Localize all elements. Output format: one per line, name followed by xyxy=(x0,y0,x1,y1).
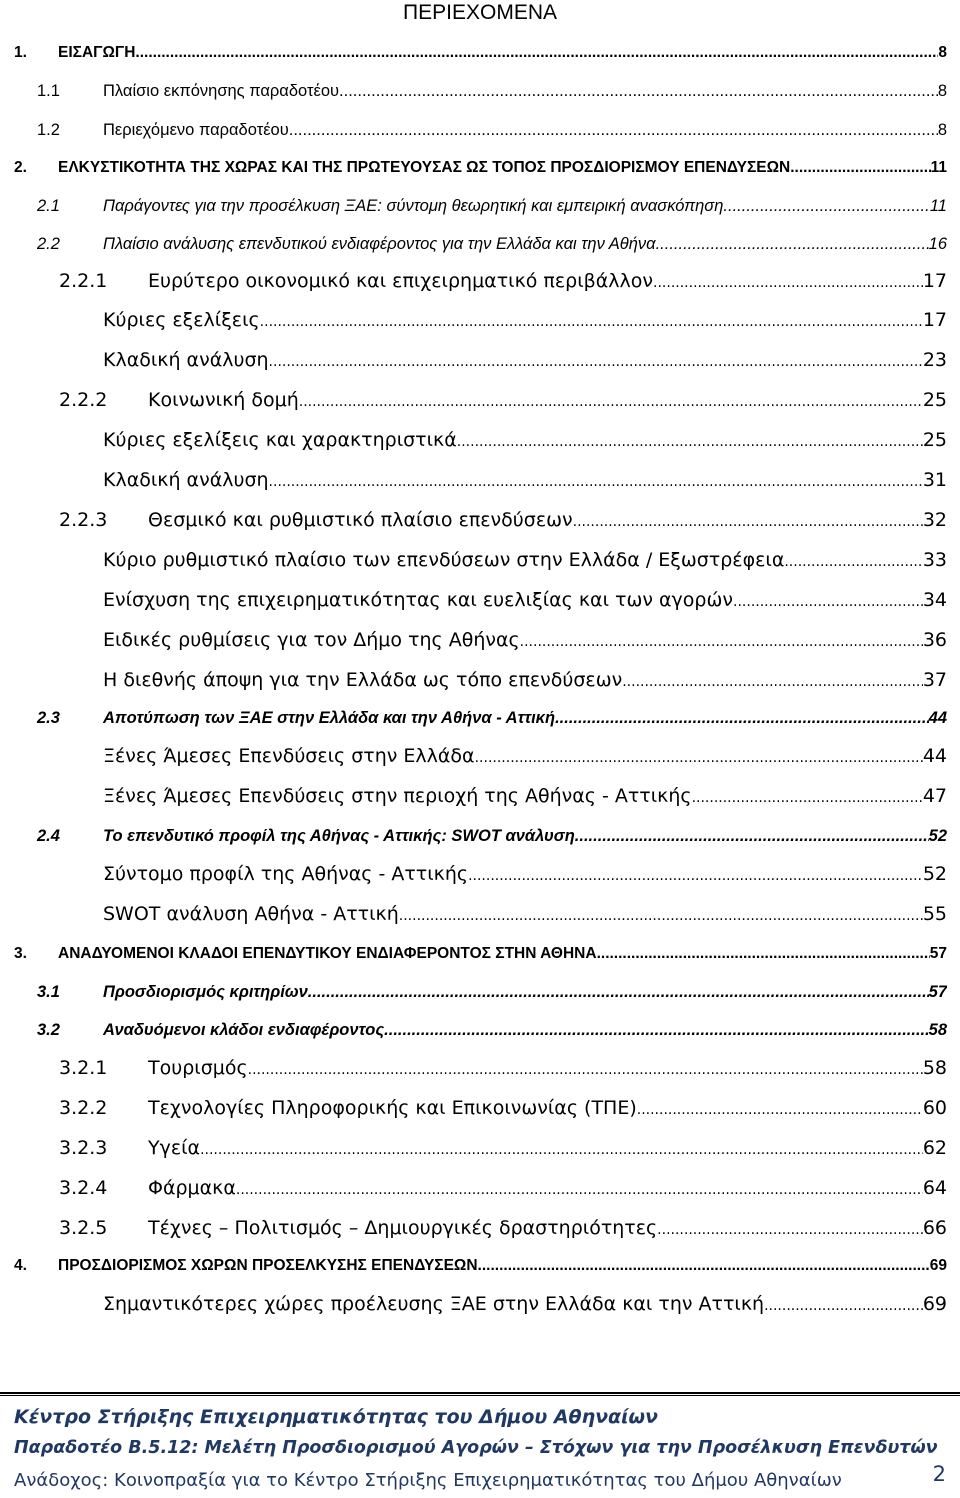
toc-entry-number: 2.1 xyxy=(37,197,60,215)
toc-entry[interactable] xyxy=(0,1215,960,1241)
toc-dot-leader xyxy=(289,117,938,143)
toc-dot-leader xyxy=(260,309,923,335)
toc-entry-title: Παράγοντες για την προσέλκυση ΞΑΕ: σύντομη θεωρητική και εμπειρική ανασκόπηση xyxy=(103,197,724,215)
toc-entry[interactable] xyxy=(0,627,960,653)
toc-entry-page: 32 xyxy=(922,509,947,531)
toc-dot-leader xyxy=(468,863,923,889)
toc-entry[interactable] xyxy=(0,507,960,533)
toc-entry-title: Θεσμικό και ρυθμιστικό πλαίσιο επενδύσεων xyxy=(148,509,573,531)
toc-entry[interactable] xyxy=(0,268,960,294)
toc-dot-leader xyxy=(200,1137,923,1163)
toc-dot-leader xyxy=(269,349,923,375)
toc-entry-title: Κύριο ρυθμιστικό πλαίσιο των επενδύσεων στην Ελλάδα / Εξωστρέφεια xyxy=(103,549,785,571)
toc-entry[interactable] xyxy=(0,783,960,809)
toc-entry-page: 69 xyxy=(922,1293,947,1315)
toc-entry-number: 3. xyxy=(14,945,27,962)
toc-entry-page: 62 xyxy=(922,1137,947,1159)
toc-entry-title: Η διεθνής άποψη για την Ελλάδα ως τόπο επενδύσεων xyxy=(103,669,623,691)
toc-entry-number: 2.2 xyxy=(37,235,60,253)
toc-entry-page: 44 xyxy=(928,709,947,727)
toc-entry-title: Σημαντικότερες χώρες προέλευσης ΞΑΕ στην Ελλάδα και την Αττική xyxy=(103,1293,765,1315)
toc-dot-leader xyxy=(597,941,930,967)
toc-dot-leader xyxy=(475,745,923,771)
toc-entry[interactable] xyxy=(0,1291,960,1317)
toc-entry-number: 2.2.1 xyxy=(59,270,108,292)
toc-entry-title: ΕΙΣΑΓΩΓΗ xyxy=(58,44,136,61)
toc-entry[interactable] xyxy=(0,861,960,887)
toc-entry-title: Αποτύπωση των ΞΑΕ στην Ελλάδα και την Αθήνα - Αττική xyxy=(103,709,556,727)
toc-dot-leader xyxy=(135,40,938,66)
toc-dot-leader xyxy=(269,469,923,495)
toc-entry-title: Τουρισμός xyxy=(148,1057,248,1079)
toc-dot-leader xyxy=(653,270,923,296)
toc-entry-page: 69 xyxy=(929,1257,947,1274)
toc-entry-page: 8 xyxy=(937,82,947,100)
toc-entry[interactable] xyxy=(0,979,960,1005)
toc-entry[interactable] xyxy=(0,347,960,373)
toc-dot-leader xyxy=(339,78,938,104)
toc-entry-number: 1.1 xyxy=(37,82,60,100)
toc-dot-leader xyxy=(384,1017,928,1043)
toc-dot-leader xyxy=(784,549,922,575)
toc-entry-page: 66 xyxy=(922,1217,947,1239)
toc-entry-number: 1. xyxy=(14,44,27,61)
toc-entry-page: 11 xyxy=(929,197,947,215)
toc-dot-leader xyxy=(692,785,923,811)
toc-entry-title: Τέχνες – Πολιτισμός – Δημιουργικές δραστηριότητες xyxy=(148,1217,658,1239)
toc-entry-number: 2.3 xyxy=(37,709,60,727)
toc-entry-title: Υγεία xyxy=(148,1137,201,1159)
toc-entry-number: 3.2.2 xyxy=(59,1097,108,1119)
footer-divider-thin xyxy=(0,1395,960,1396)
toc-entry-title: Τεχνολογίες Πληροφορικής και Επικοινωνίας (ΤΠΕ) xyxy=(148,1097,637,1119)
toc-entry-title: SWOT ανάλυση Αθήνα - Αττική xyxy=(103,903,399,925)
toc-entry-title: Πλαίσιο ανάλυσης επενδυτικού ενδιαφέροντος για την Ελλάδα και την Αθήνα xyxy=(103,235,656,253)
toc-dot-leader xyxy=(764,1293,923,1319)
toc-entry-number: 2.2.3 xyxy=(59,509,108,531)
toc-entry[interactable] xyxy=(0,1175,960,1201)
toc-entry-number: 3.2.5 xyxy=(59,1217,108,1239)
toc-entry-number: 2.4 xyxy=(37,827,60,845)
toc-entry[interactable] xyxy=(0,1055,960,1081)
toc-entry[interactable] xyxy=(0,117,960,143)
toc-dot-leader xyxy=(575,823,929,849)
toc-entry-page: 31 xyxy=(922,469,947,491)
page-number: 2 xyxy=(932,1462,946,1486)
toc-entry-title: Περιεχόμενο παραδοτέου xyxy=(103,121,289,139)
toc-entry[interactable] xyxy=(0,1095,960,1121)
toc-entry-page: 57 xyxy=(928,983,947,1001)
toc-entry[interactable] xyxy=(0,941,960,967)
toc-entry[interactable] xyxy=(0,743,960,769)
toc-entry-title: ΑΝΑΔΥΟΜΕΝΟΙ ΚΛΑΔΟΙ ΕΠΕΝΔΥΤΙΚΟΥ ΕΝΔΙΑΦΕΡΟΝΤΟΣ ΣΤΗΝ ΑΘΗΝΑ xyxy=(58,945,597,962)
toc-entry-title: ΕΛΚΥΣΤΙΚΟΤΗΤΑ ΤΗΣ ΧΩΡΑΣ ΚΑΙ ΤΗΣ ΠΡΩΤΕΥΟΥΣΑΣ ΩΣ ΤΟΠΟΣ ΠΡΟΣΔΙΟΡΙΣΜΟΥ ΕΠΕΝΔΥΣΕΩΝ xyxy=(58,159,791,176)
toc-entry[interactable] xyxy=(0,307,960,333)
toc-entry-title: Ξένες Άμεσες Επενδύσεις στην Ελλάδα xyxy=(103,745,475,767)
toc-entry-title: Φάρμακα xyxy=(148,1177,236,1199)
toc-entry-page: 25 xyxy=(922,429,947,451)
toc-entry-page: 55 xyxy=(922,903,947,925)
toc-entry-title: Ευρύτερο οικονομικό και επιχειρηματικό περιβάλλον xyxy=(148,270,654,292)
toc-entry-title: ΠΡΟΣΔΙΟΡΙΣΜΟΣ ΧΩΡΩΝ ΠΡΟΣΕΛΚΥΣΗΣ ΕΠΕΝΔΥΣΕΩΝ xyxy=(58,1257,478,1274)
toc-dot-leader xyxy=(656,231,929,257)
toc-entry[interactable] xyxy=(0,155,960,181)
toc-entry[interactable] xyxy=(0,823,960,849)
toc-entry-number: 3.1 xyxy=(37,983,60,1001)
toc-entry-number: 3.2.3 xyxy=(59,1137,108,1159)
toc-entry-title: Αναδυόμενοι κλάδοι ενδιαφέροντος xyxy=(103,1021,385,1039)
toc-entry-page: 44 xyxy=(922,745,947,767)
toc-entry[interactable] xyxy=(0,78,960,104)
toc-dot-leader xyxy=(308,979,929,1005)
toc-entry-page: 11 xyxy=(930,159,947,176)
toc-entry-page: 34 xyxy=(922,589,947,611)
toc-entry-title: Πλαίσιο εκπόνησης παραδοτέου xyxy=(103,82,340,100)
toc-dot-leader xyxy=(299,389,923,415)
toc-entry[interactable] xyxy=(0,427,960,453)
page-title: ΠΕΡΙΕΧΟΜΕΝΑ xyxy=(402,1,558,24)
toc-entry-title: Κύριες εξελίξεις xyxy=(103,309,260,331)
toc-entry-page: 60 xyxy=(922,1097,947,1119)
toc-dot-leader xyxy=(733,589,923,615)
toc-entry-page: 58 xyxy=(922,1057,947,1079)
toc-entry-number: 2.2.2 xyxy=(59,389,108,411)
toc-dot-leader xyxy=(457,429,923,455)
toc-entry[interactable] xyxy=(0,467,960,493)
toc-entry[interactable] xyxy=(0,193,960,219)
toc-entry[interactable] xyxy=(0,1135,960,1161)
toc-dot-leader xyxy=(622,669,923,695)
toc-entry-page: 37 xyxy=(922,669,947,691)
toc-entry-number: 3.2 xyxy=(37,1021,60,1039)
toc-entry-title: Το επενδυτικό προφίλ της Αθήνας - Αττικής: SWOT ανάλυση xyxy=(103,827,575,845)
toc-dot-leader xyxy=(723,193,929,219)
toc-entry[interactable] xyxy=(0,547,960,573)
toc-entry-page: 8 xyxy=(937,121,947,139)
toc-entry-page: 25 xyxy=(922,389,947,411)
toc-entry-page: 58 xyxy=(928,1021,947,1039)
toc-dot-leader xyxy=(657,1217,923,1243)
toc-entry[interactable] xyxy=(0,705,960,731)
toc-entry[interactable] xyxy=(0,901,960,927)
toc-entry-page: 52 xyxy=(922,863,947,885)
toc-entry-page: 17 xyxy=(922,270,947,292)
footer-contractor: Ανάδοχος: Κοινοπραξία για το Κέντρο Στήριξης Επιχειρηματικότητας του Δήμου Αθηναίων xyxy=(14,1470,842,1491)
toc-entry-page: 23 xyxy=(922,349,947,371)
toc-entry-title: Κοινωνική δομή xyxy=(148,389,299,411)
toc-entry-title: Ενίσχυση της επιχειρηματικότητας και ευελιξίας και των αγορών xyxy=(103,589,734,611)
toc-dot-leader xyxy=(248,1057,923,1083)
toc-dot-leader xyxy=(478,1253,930,1279)
toc-dot-leader xyxy=(790,155,930,181)
toc-entry-page: 47 xyxy=(922,785,947,807)
toc-entry-page: 8 xyxy=(938,44,947,61)
toc-entry[interactable] xyxy=(0,387,960,413)
toc-entry-title: Προσδιορισμός κριτηρίων xyxy=(103,983,308,1001)
toc-dot-leader xyxy=(555,705,929,731)
toc-entry-number: 2. xyxy=(14,159,27,176)
footer-organization: Κέντρο Στήριξης Επιχειρηματικότητας του Δήμου Αθηναίων xyxy=(14,1406,658,1428)
toc-dot-leader xyxy=(399,903,923,929)
toc-dot-leader xyxy=(637,1097,923,1123)
toc-dot-leader xyxy=(236,1177,923,1203)
toc-entry-page: 33 xyxy=(922,549,947,571)
toc-entry[interactable] xyxy=(0,231,960,257)
toc-entry-page: 64 xyxy=(922,1177,947,1199)
toc-entry-title: Κλαδική ανάλυση xyxy=(103,469,269,491)
toc-entry[interactable] xyxy=(0,40,960,66)
toc-entry-title: Κλαδική ανάλυση xyxy=(103,349,269,371)
toc-entry-page: 57 xyxy=(929,945,947,962)
toc-entry-title: Ειδικές ρυθμίσεις για τον Δήμο της Αθήνας xyxy=(103,629,520,651)
toc-entry-number: 4. xyxy=(14,1257,27,1274)
toc-entry[interactable] xyxy=(0,1017,960,1043)
toc-entry[interactable] xyxy=(0,667,960,693)
toc-entry-page: 36 xyxy=(922,629,947,651)
footer-deliverable: Παραδοτέο Β.5.12: Μελέτη Προσδιορισμού Αγορών – Στόχων για την Προσέλκυση Επενδυτών xyxy=(14,1438,938,1458)
toc-entry-page: 52 xyxy=(928,827,947,845)
toc-entry-page: 17 xyxy=(922,309,947,331)
toc-entry-page: 16 xyxy=(928,235,947,253)
toc-entry[interactable] xyxy=(0,587,960,613)
toc-dot-leader xyxy=(573,509,923,535)
toc-entry-number: 3.2.1 xyxy=(59,1057,108,1079)
toc-entry-title: Ξένες Άμεσες Επενδύσεις στην περιοχή της Αθήνας - Αττικής xyxy=(103,785,692,807)
toc-entry[interactable] xyxy=(0,1253,960,1279)
toc-dot-leader xyxy=(520,629,923,655)
toc-entry-title: Κύριες εξελίξεις και χαρακτηριστικά xyxy=(103,429,457,451)
footer-divider xyxy=(0,1392,960,1394)
toc-entry-number: 3.2.4 xyxy=(59,1177,108,1199)
toc-entry-title: Σύντομο προφίλ της Αθήνας - Αττικής xyxy=(103,863,469,885)
toc-entry-number: 1.2 xyxy=(37,121,60,139)
